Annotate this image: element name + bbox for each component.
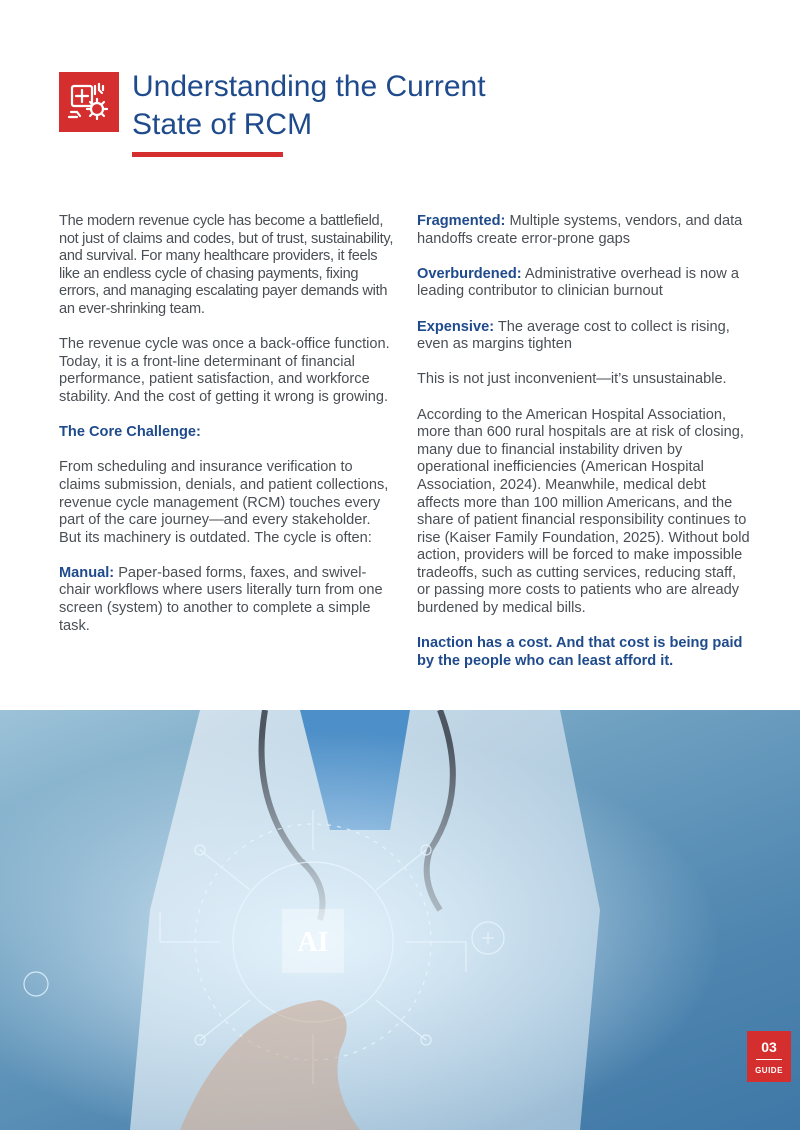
fragmented-item <box>417 213 750 248</box>
left-column <box>59 213 394 653</box>
expensive-text: The average cost to collect is rising, even as margins tighten <box>417 318 730 353</box>
page-title <box>132 68 486 144</box>
page-badge <box>747 1031 791 1082</box>
intro-paragraph: The modern revenue cycle has become a battlefield, not just of claims and codes, but of trust, sustainability, and survival. For many healthcare providers, it feels like an endless cycle of chasing payments, fixing errors, and managing escalating payer demands with an ever-shrinking team. <box>59 213 394 317</box>
expensive-item <box>417 319 750 354</box>
fragmented-text: Multiple systems, vendors, and data handoffs create error-prone gaps <box>417 213 743 247</box>
closing-statement: Inaction has a cost. And that cost is being paid by the people who can least afford it. <box>417 635 743 669</box>
badge-divider <box>756 1059 782 1060</box>
overburdened-item <box>417 266 750 301</box>
hero-image <box>0 710 800 1130</box>
aha-paragraph: According to the American Hospital Association, more than 600 rural hospitals are at risk of closing, many due to financial instability driven by operational inefficiencies (American Hospital Association, 2024). Meanwhile, medical debt affects more than 100 million Americans, and the share of patient financial responsibility continues to rise (Kaiser Family Foundation, 2025). Without bold action, providers will be forced to make impossible tradeoffs, such as cutting services, reducing staff, or passing more costs to patients who are already burdened by medical bills. <box>417 406 750 617</box>
core-challenge-heading: The Core Challenge: <box>59 424 201 441</box>
title-line-1: Understanding the Current <box>132 70 486 103</box>
title-underline <box>132 152 283 157</box>
manual-item <box>59 565 394 635</box>
unsustainable-paragraph: This is not just inconvenient—it’s unsustainable. <box>417 371 727 388</box>
manual-label: Manual: <box>59 564 115 581</box>
manual-text: Paper-based forms, faxes, and swivel-chair workflows where users literally turn from one screen (system) to another to complete a simple task. <box>59 564 383 634</box>
overburdened-text: Administrative overhead is now a leading contributor to clinician burnout <box>417 265 740 300</box>
right-column <box>417 213 750 688</box>
ai-label: AI <box>297 927 329 958</box>
rcm-paragraph: From scheduling and insurance verification to claims submission, denials, and patient collections, revenue cycle management (RCM) touches every part of the care journey—and every stakeholder. But its machinery is outdated. The cycle is often: <box>59 459 389 546</box>
page-label: GUIDE <box>755 1066 783 1075</box>
expensive-label: Expensive: <box>417 318 495 335</box>
page-number: 03 <box>761 1039 777 1055</box>
title-line-2: State of RCM <box>132 108 313 141</box>
fragmented-label: Fragmented: <box>417 213 506 229</box>
medical-gear-icon <box>59 72 119 132</box>
revenue-cycle-paragraph: The revenue cycle was once a back-office function. Today, it is a front-line determinant of financial performance, patient satisfaction, and workforce stability. And the cost of getting it wrong is growing. <box>59 336 390 405</box>
overburdened-label: Overburdened: <box>417 265 522 282</box>
